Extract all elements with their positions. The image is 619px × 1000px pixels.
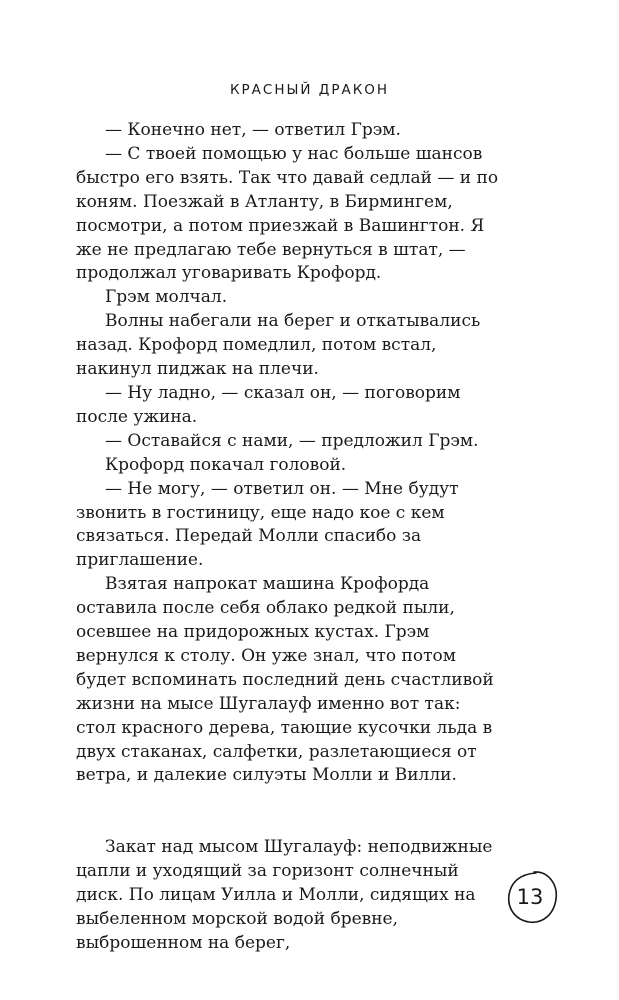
paragraph: — Конечно нет, — ответил Грэм. bbox=[105, 120, 401, 140]
running-header: КРАСНЫЙ ДРАКОН bbox=[229, 82, 390, 98]
paragraph: Крофорд покачал головой. bbox=[105, 454, 347, 475]
page-number: 13 bbox=[516, 885, 544, 909]
paragraph: Закат над мысом Шугалауф: неподвижные цапли и уходящий за горизонт солнечный диск. По лицам Уилла и Молли, сидящих на выбеленном морской водой бревне, выброшенном на берег, bbox=[76, 837, 493, 953]
page-number-badge bbox=[504, 868, 564, 928]
paragraph: Волны набегали на берег и откатывались назад. Крофорд помедлил, потом встал, накинул пиджак на плечи. bbox=[76, 311, 481, 380]
paragraph: Взятая напрокат машина Крофорда оставила после себя облако редкой пыли, осевшее на придорожных кустах. Грэм вернулся к столу. Он уже знал, что потом будет вспоминать последний день счастливой жизни на мысе Шугалауф именно вот так: стол красного дерева, тающие кусочки льда в двух стаканах, салфетки, разлетающиеся от ветра, и далекие силуэты Молли и Вилли. bbox=[76, 574, 494, 786]
paragraph: Грэм молчал. bbox=[105, 287, 228, 308]
paragraph: — Не могу, — ответил он. — Мне будут звонить в гостиницу, еще надо кое с кем связаться. Передай Молли спасибо за приглашение. bbox=[76, 478, 459, 571]
paragraph: — Оставайся с нами, — предложил Грэм. bbox=[105, 430, 479, 451]
paragraph: — С твоей помощью у нас больше шансов быстро его взять. Так что давай седлай — и по коням. Поезжай в Атланту, в Бирмингем, посмотри, а потом приезжай в Вашингтон. Я же не предлагаю тебе вернуться в штат, — продолжал уговаривать Крофорд. bbox=[76, 143, 499, 284]
body-text bbox=[76, 119, 504, 956]
paragraph: — Ну ладно, — сказал он, — поговорим после ужина. bbox=[76, 382, 461, 427]
